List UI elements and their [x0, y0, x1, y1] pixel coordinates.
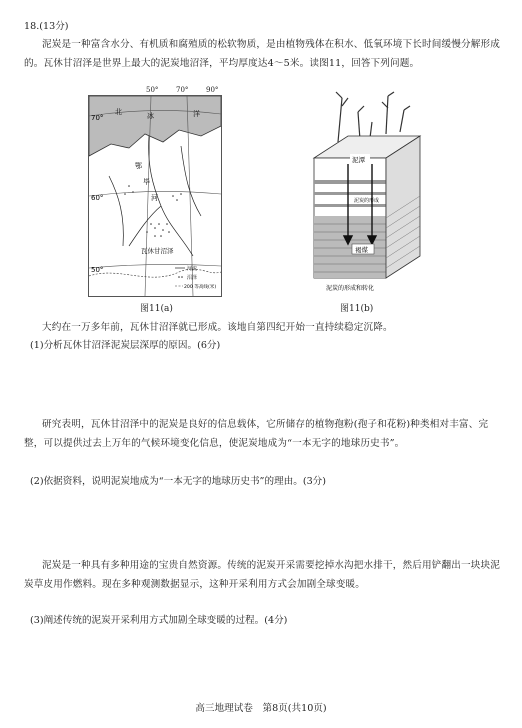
question-2: (2)依据资料，说明泥炭地成为“一本无字的地球历史书”的理由。(3分)	[30, 476, 327, 487]
plant-illustrations	[336, 92, 410, 142]
lat-label-50: 50°	[91, 266, 104, 274]
figure-11a-map	[88, 95, 222, 297]
page-footer: 高三地理试卷 第8页(共10页)	[195, 703, 327, 714]
marsh-label: 瓦休甘沼泽	[141, 247, 174, 255]
question-3: (3)阐述传统的泥炭开采利用方式加剧全球变暖的过程。(4分)	[30, 615, 288, 626]
place-label: 毕	[143, 178, 150, 186]
context-paragraph-4: 泥炭是一种具有多种用途的宝贵自然资源。传统的泥炭开采需要挖掉水沟把水排干，然后用铲翻出一块块泥炭草皮用作燃料。现在多种观测数据显示，这种开采利用方式会加剧全球变暖。	[24, 560, 500, 590]
svg-text:沼泽: 沼泽	[187, 275, 198, 281]
place-label: 北	[115, 108, 122, 116]
lon-label-50: 50°	[146, 86, 159, 94]
label-lignite: 褐煤	[355, 246, 368, 254]
svg-text:河流: 河流	[187, 266, 198, 272]
place-label: 鄂	[135, 162, 142, 170]
lat-label-70: 70°	[91, 114, 104, 122]
lon-label-90: 90°	[206, 86, 219, 94]
label-peat-bog: 泥潭	[352, 156, 365, 164]
context-paragraph-2: 大约在一万多年前，瓦休甘沼泽就已形成。该地自第四纪开始一直持续稳定沉降。	[42, 322, 393, 333]
figure-11b-diagram	[308, 88, 426, 296]
figure-11a-caption: 图11(a)	[140, 304, 173, 314]
place-label: 河	[151, 194, 158, 202]
place-label: 洋	[193, 110, 200, 118]
lat-label-60: 60°	[91, 194, 104, 202]
place-label: 冰	[147, 112, 154, 120]
label-peat-transformation: 泥炭的形成和转化	[326, 285, 375, 292]
context-paragraph-3: 研究表明，瓦休甘沼泽中的泥炭是良好的信息载体，它所储存的植物孢粉(孢子和花粉)种类相对丰富、完整，可以提供过去上万年的气候环境变化信息，使泥炭地成为“一本无字的地球历史书”。	[24, 419, 489, 449]
arctic-ocean-area	[89, 96, 221, 156]
figure-11b-caption: 图11(b)	[340, 304, 374, 314]
intro-paragraph: 泥炭是一种富含水分、有机质和腐殖质的松软物质，是由植物残体在积水、低氧环境下长时间缓慢分解形成的。瓦休甘沼泽是世界上最大的泥炭地沼泽，平均厚度达4～5米。读图11，回答下列问题。	[24, 39, 500, 69]
label-peat-formation: 泥炭的形成	[354, 198, 380, 204]
lon-label-70: 70°	[176, 86, 189, 94]
question-1: (1)分析瓦休甘沼泽泥炭层深厚的原因。(6分)	[30, 340, 221, 351]
map-legend	[175, 265, 216, 290]
svg-text:200 等高线(米): 200 等高线(米)	[184, 285, 217, 290]
question-number: 18.(13分)	[24, 21, 69, 32]
